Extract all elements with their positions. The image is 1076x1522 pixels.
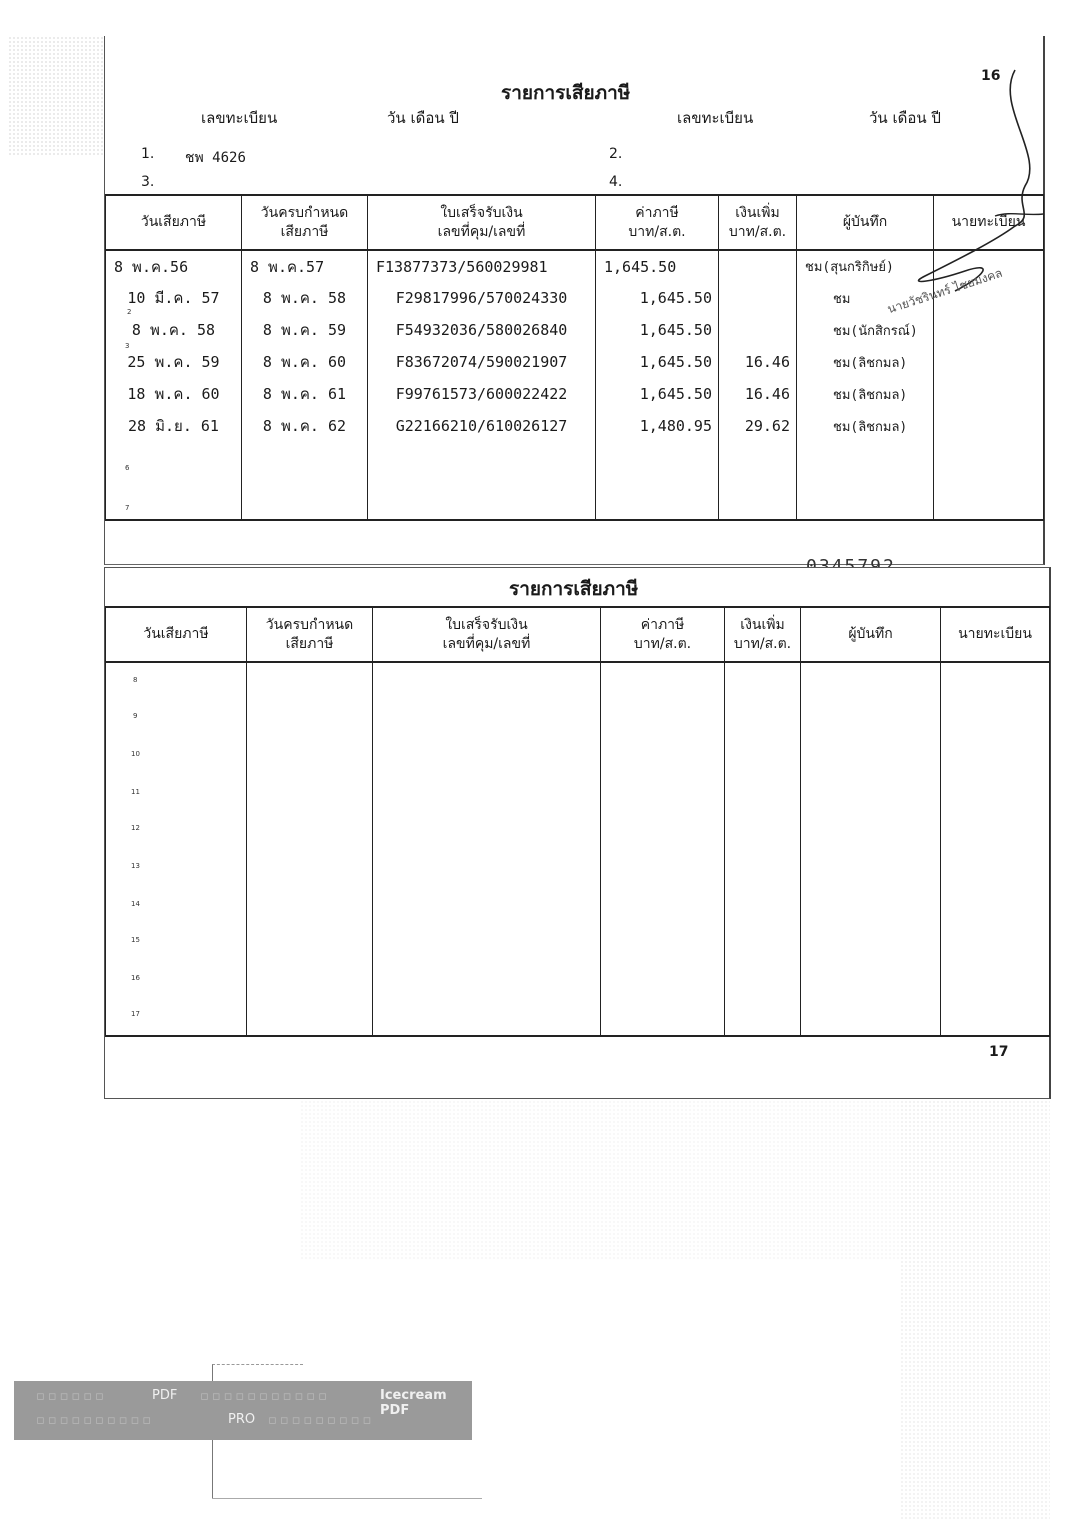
entry-num-1: 1. bbox=[141, 146, 155, 162]
table-row bbox=[106, 410, 1044, 442]
row-number: 15 bbox=[131, 936, 140, 944]
cell-due: 8 พ.ค. 59 bbox=[242, 314, 368, 346]
row-number: 17 bbox=[131, 1010, 140, 1018]
cell-receipt: F29817996/570024330 bbox=[368, 282, 596, 314]
cell-recorder: ชม(ลิชกมล) bbox=[797, 346, 934, 378]
cell-registrar bbox=[934, 346, 1044, 378]
scan-noise-bottom-right bbox=[900, 1100, 1050, 1520]
col-receipt: ใบเสร็จรับเงิน เลขที่คุม/เลขที่ bbox=[368, 195, 596, 250]
cell-registrar bbox=[934, 378, 1044, 410]
entry-value-1: ชพ 4626 bbox=[185, 150, 246, 166]
row-number: 12 bbox=[131, 824, 140, 832]
cell-registrar bbox=[934, 410, 1044, 442]
col-surcharge: เงินเพิ่ม บาท/ส.ต. bbox=[725, 607, 801, 662]
cell-tax: 1,645.50 bbox=[596, 346, 719, 378]
watermark-dots: ▫▫▫▫▫▫▫▫▫ bbox=[268, 1413, 375, 1428]
row-number: 3 bbox=[125, 342, 130, 350]
cell-surcharge bbox=[719, 250, 797, 282]
row-number: 14 bbox=[131, 900, 140, 908]
row-number: 8 bbox=[133, 676, 138, 684]
cell-due: 8 พ.ค.57 bbox=[242, 250, 368, 282]
cell-paid: 8 พ.ค. 58 bbox=[106, 314, 242, 346]
entry-num-3: 3. bbox=[141, 174, 155, 190]
signature-text: นายวัชรินทร์ ไชยมงคล bbox=[885, 265, 1005, 317]
row-number: 11 bbox=[131, 788, 140, 796]
col-tax: ค่าภาษี บาท/ส.ต. bbox=[601, 607, 725, 662]
cell-tax: 1,480.95 bbox=[596, 410, 719, 442]
table-row bbox=[106, 346, 1044, 378]
cell-due: 8 พ.ค. 61 bbox=[242, 378, 368, 410]
cell-surcharge: 16.46 bbox=[719, 346, 797, 378]
cell-recorder: ชม(สุนกริกิษย์) bbox=[797, 250, 934, 282]
cell-receipt: F13877373/560029981 bbox=[368, 250, 596, 282]
cell-tax: 1,645.50 bbox=[596, 378, 719, 410]
col-recorder: ผู้บันทึก bbox=[801, 607, 941, 662]
cell-due: 8 พ.ค. 58 bbox=[242, 282, 368, 314]
tax-table-bottom bbox=[105, 606, 1050, 1037]
cell-paid: 8 พ.ค.56 bbox=[106, 250, 242, 282]
col-tax-date: วันเสียภาษี bbox=[106, 607, 247, 662]
watermark-pdf-label: PDF bbox=[152, 1388, 178, 1403]
cell-recorder: ชม bbox=[797, 282, 934, 314]
entry-num-2: 2. bbox=[609, 146, 623, 162]
cell-surcharge bbox=[719, 314, 797, 346]
reg-label-left: เลขทะเบียน bbox=[201, 109, 278, 127]
cell-surcharge: 16.46 bbox=[719, 378, 797, 410]
page-number: 17 bbox=[989, 1044, 1009, 1060]
cell-receipt: F83672074/590021907 bbox=[368, 346, 596, 378]
cell-tax: 1,645.50 bbox=[596, 314, 719, 346]
watermark-dots: ▫▫▫▫▫▫▫▫▫▫ bbox=[36, 1413, 155, 1428]
date-label-right: วัน เดือน ปี bbox=[869, 109, 941, 127]
watermark-dots: ▫▫▫▫▫▫▫▫▫▫▫ bbox=[200, 1389, 330, 1404]
watermark-brand-label: Icecream PDF bbox=[380, 1388, 447, 1418]
row-number: 10 bbox=[131, 750, 140, 758]
cell-paid: 25 พ.ค. 59 bbox=[106, 346, 242, 378]
cell-surcharge: 29.62 bbox=[719, 410, 797, 442]
row-number: 6 bbox=[125, 464, 130, 472]
watermark-dots: ▫▫▫▫▫▫ bbox=[36, 1389, 107, 1404]
cell-recorder: ชม(ลิชกมล) bbox=[797, 410, 934, 442]
entry-num-4: 4. bbox=[609, 174, 623, 190]
cell-paid: 10 มี.ค. 57 bbox=[106, 282, 242, 314]
row-number: 16 bbox=[131, 974, 140, 982]
table-row bbox=[106, 378, 1044, 410]
col-due-date: วันครบกำหนด เสียภาษี bbox=[242, 195, 368, 250]
record-page-16 bbox=[104, 36, 1045, 565]
cell-due: 8 พ.ค. 60 bbox=[242, 346, 368, 378]
scan-noise-left bbox=[8, 36, 104, 156]
page-title: รายการเสียภาษี bbox=[509, 578, 639, 600]
cell-paid: 18 พ.ค. 60 bbox=[106, 378, 242, 410]
cell-surcharge bbox=[719, 282, 797, 314]
page-number: 16 bbox=[981, 68, 1001, 84]
col-registrar: นายทะเบียน bbox=[941, 607, 1050, 662]
col-recorder: ผู้บันทึก bbox=[797, 195, 934, 250]
col-tax: ค่าภาษี บาท/ส.ต. bbox=[596, 195, 719, 250]
cell-receipt: F54932036/580026840 bbox=[368, 314, 596, 346]
scan-artifact-line bbox=[212, 1498, 482, 1499]
reg-label-right: เลขทะเบียน bbox=[677, 109, 754, 127]
cell-recorder: ชม(นักสิกรณ์) bbox=[797, 314, 934, 346]
row-number: 2 bbox=[127, 308, 132, 316]
col-tax-date: วันเสียภาษี bbox=[106, 195, 242, 250]
scan-noise-bottom bbox=[300, 1100, 900, 1260]
table-row-empty bbox=[106, 442, 1044, 520]
cell-recorder: ชม(ลิชกมล) bbox=[797, 378, 934, 410]
row-number: 9 bbox=[133, 712, 138, 720]
cell-receipt: G22166210/610026127 bbox=[368, 410, 596, 442]
cell-paid: 28 มิ.ย. 61 bbox=[106, 410, 242, 442]
row-number: 7 bbox=[125, 504, 130, 512]
col-receipt: ใบเสร็จรับเงิน เลขที่คุม/เลขที่ bbox=[373, 607, 601, 662]
cell-tax: 1,645.50 bbox=[596, 250, 719, 282]
col-registrar: นายทะเบียน bbox=[934, 195, 1044, 250]
col-surcharge: เงินเพิ่ม บาท/ส.ต. bbox=[719, 195, 797, 250]
cell-due: 8 พ.ค. 62 bbox=[242, 410, 368, 442]
date-label-left: วัน เดือน ปี bbox=[387, 109, 459, 127]
row-number: 13 bbox=[131, 862, 140, 870]
cell-receipt: F99761573/600022422 bbox=[368, 378, 596, 410]
cell-tax: 1,645.50 bbox=[596, 282, 719, 314]
record-page-17 bbox=[104, 567, 1051, 1099]
watermark-pro-label: PRO bbox=[228, 1412, 256, 1427]
page-title: รายการเสียภาษี bbox=[501, 82, 631, 104]
table-body-empty bbox=[106, 662, 1050, 1036]
col-due-date: วันครบกำหนด เสียภาษี bbox=[247, 607, 373, 662]
watermark-banner bbox=[14, 1381, 472, 1440]
